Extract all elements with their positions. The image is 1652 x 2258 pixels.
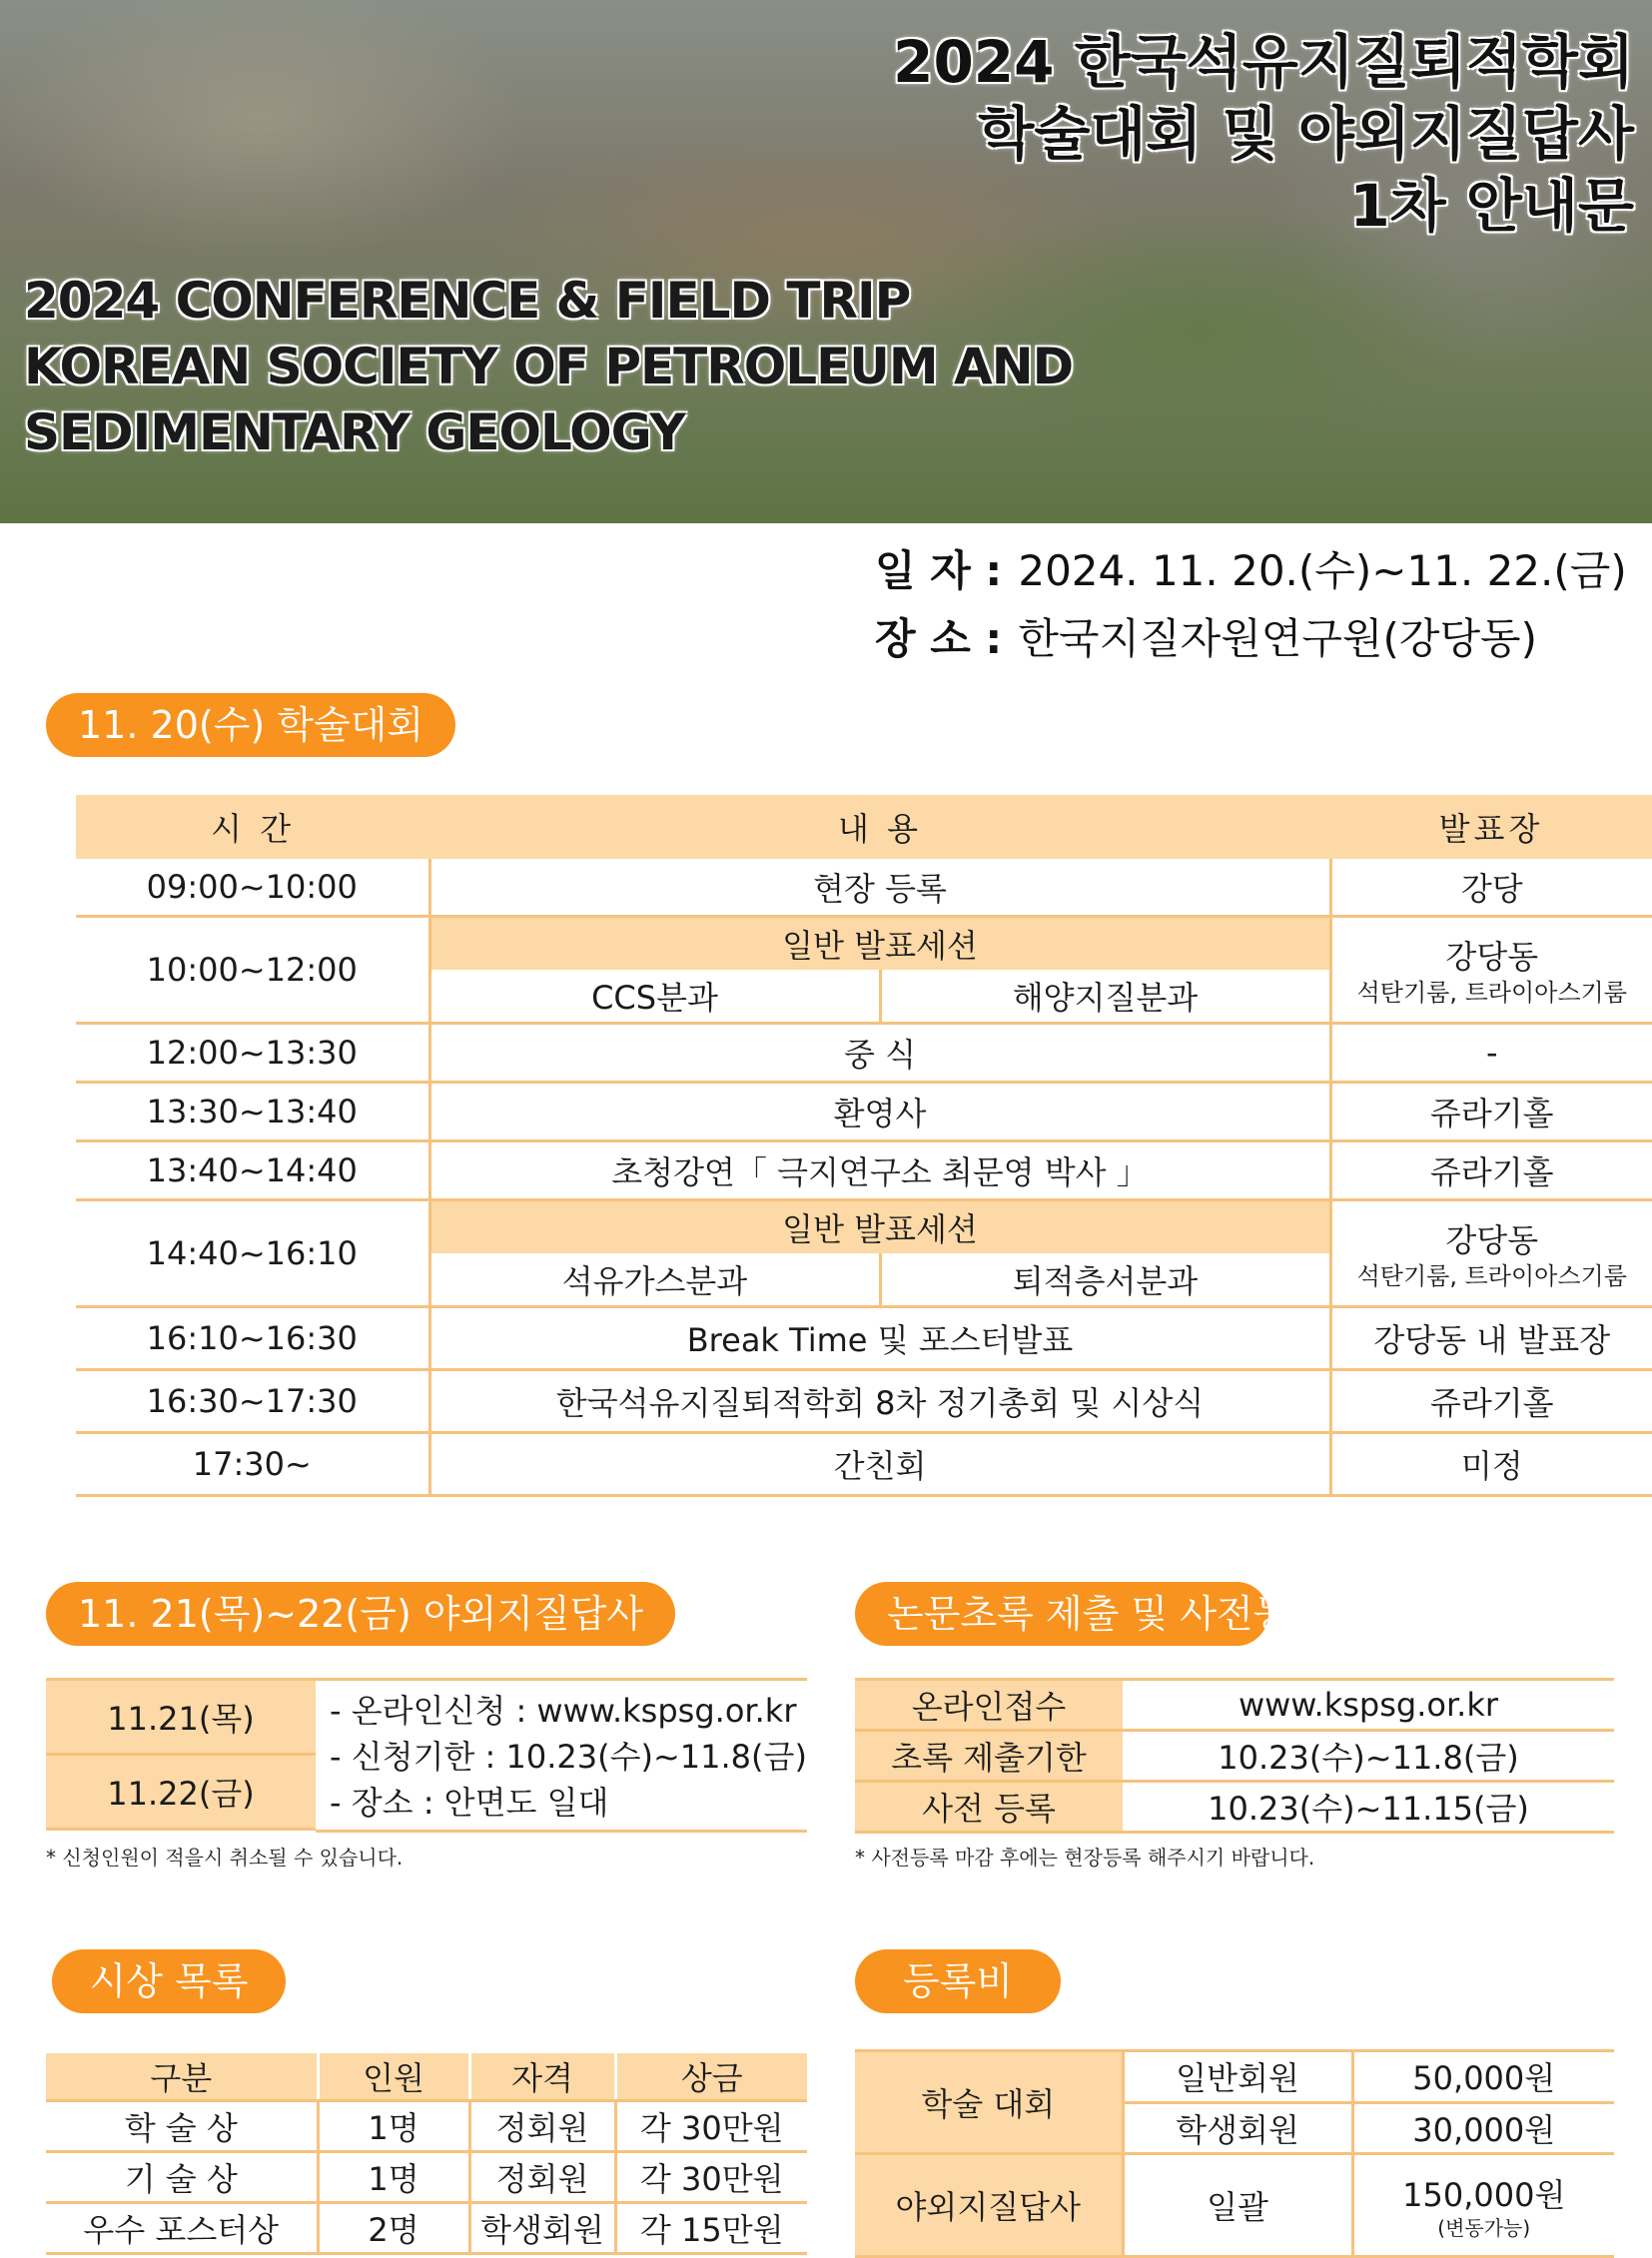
table-row: CCS분과 해양지질분과 (76, 970, 1652, 1024)
table-row: 온라인접수 www.kspsg.or.kr (855, 1680, 1614, 1731)
table-row: 기 술 상 1명 정회원 각 30만원 (46, 2152, 807, 2203)
event-date: 일 자 : 2024. 11. 20.(수)~11. 22.(금) (875, 546, 1627, 595)
hero-title-english: 2024 CONFERENCE & FIELD TRIP KOREAN SOCIETY OF PETROLEUM AND SEDIMENTARY GEOLOGY (24, 272, 1074, 461)
fees-table (855, 2049, 1614, 2258)
table-row: 석유가스분과 퇴적층서분과 (76, 1253, 1652, 1307)
awards-section-title: 시상 목록 (52, 1949, 286, 2013)
table-row: 12:00~13:30 중 식 - (76, 1024, 1652, 1083)
venue-cell: 강당동 석탄기룸, 트라이아스기룸 (1330, 1200, 1652, 1307)
header-content: 내 용 (429, 795, 1330, 859)
field-trip-section-title: 11. 21(목)~22(금) 야외지질답사 (46, 1582, 675, 1646)
table-row: 10:00~12:00 일반 발표세션 강당동 석탄기룸, 트라이아스기룸 (76, 917, 1652, 971)
table-row: 14:40~16:10 일반 발표세션 강당동 석탄기룸, 트라이아스기룸 (76, 1200, 1652, 1254)
table-row: 학 술 상 1명 정회원 각 30만원 (46, 2101, 807, 2152)
table-row: 17:30~ 간친회 미정 (76, 1433, 1652, 1496)
awards-table: 구분 인원 자격 상금 학 술 상 1명 정회원 각 30만원 기 술 상 1명 정회원 각 30만원 우수 포스터상 2명 학생회원 각 15만원 (46, 2053, 807, 2255)
field-trip-day: 11.22(금) (46, 1755, 316, 1830)
hero-title-korean: 2024 한국석유지질퇴적학회 학술대회 및 야외지질답사 1차 안내문 (893, 28, 1634, 240)
field-trip-day: 11.21(목) (46, 1681, 316, 1755)
table-row: 13:40~14:40 초청강연「 극지연구소 최문영 박사 」 쥬라기홀 (76, 1141, 1652, 1200)
table-row: 13:30~13:40 환영사 쥬라기홀 (76, 1083, 1652, 1141)
field-trip-note: * 신청인원이 적을시 취소될 수 있습니다. (46, 1846, 404, 1870)
hero-banner (0, 0, 1652, 523)
submission-section-title: 논문초록 제출 및 사전등록 (855, 1582, 1268, 1646)
table-row: 16:30~17:30 한국석유지질퇴적학회 8차 정기총회 및 시상식 쥬라기홀 (76, 1370, 1652, 1433)
event-info (875, 537, 1627, 673)
conference-section-title: 11. 20(수) 학술대회 (46, 693, 455, 757)
table-row: 학술 대회 일반회원 50,000원 (855, 2051, 1614, 2103)
fees-section-title: 등록비 (855, 1949, 1061, 2013)
field-trip-info: - 온라인신청 : www.kspsg.or.kr - 신청기한 : 10.23(수)~11.8(금) - 장소 : 안면도 일대 (330, 1692, 807, 1822)
header-venue: 발표장 (1330, 795, 1652, 859)
submission-table (855, 1678, 1614, 1834)
table-row: 우수 포스터상 2명 학생회원 각 15만원 (46, 2203, 807, 2254)
conference-schedule-table (76, 795, 1652, 1497)
table-row: 학생회원 30,000원 (855, 2102, 1614, 2154)
venue-cell: 강당동 석탄기룸, 트라이아스기룸 (1330, 917, 1652, 1024)
divider (316, 1830, 807, 1833)
field-fee-cell: 150,000원 (변동가능) (1352, 2154, 1614, 2257)
submission-note: * 사전등록 마감 후에는 현장등록 해주시기 바랍니다. (855, 1846, 1315, 1870)
table-row: 초록 제출기한 10.23(수)~11.8(금) (855, 1731, 1614, 1782)
event-place: 장 소 : 한국지질자원연구원(강당동) (875, 614, 1537, 663)
table-row: 사전 등록 10.23(수)~11.15(금) (855, 1782, 1614, 1833)
table-row: 16:10~16:30 Break Time 및 포스터발표 강당동 내 발표장 (76, 1307, 1652, 1370)
table-row: 09:00~10:00 현장 등록 강당 (76, 859, 1652, 917)
header-time: 시 간 (76, 795, 429, 859)
field-trip-days (46, 1681, 316, 1831)
table-row: 야외지질답사 일괄 150,000원 (변동가능) (855, 2154, 1614, 2257)
